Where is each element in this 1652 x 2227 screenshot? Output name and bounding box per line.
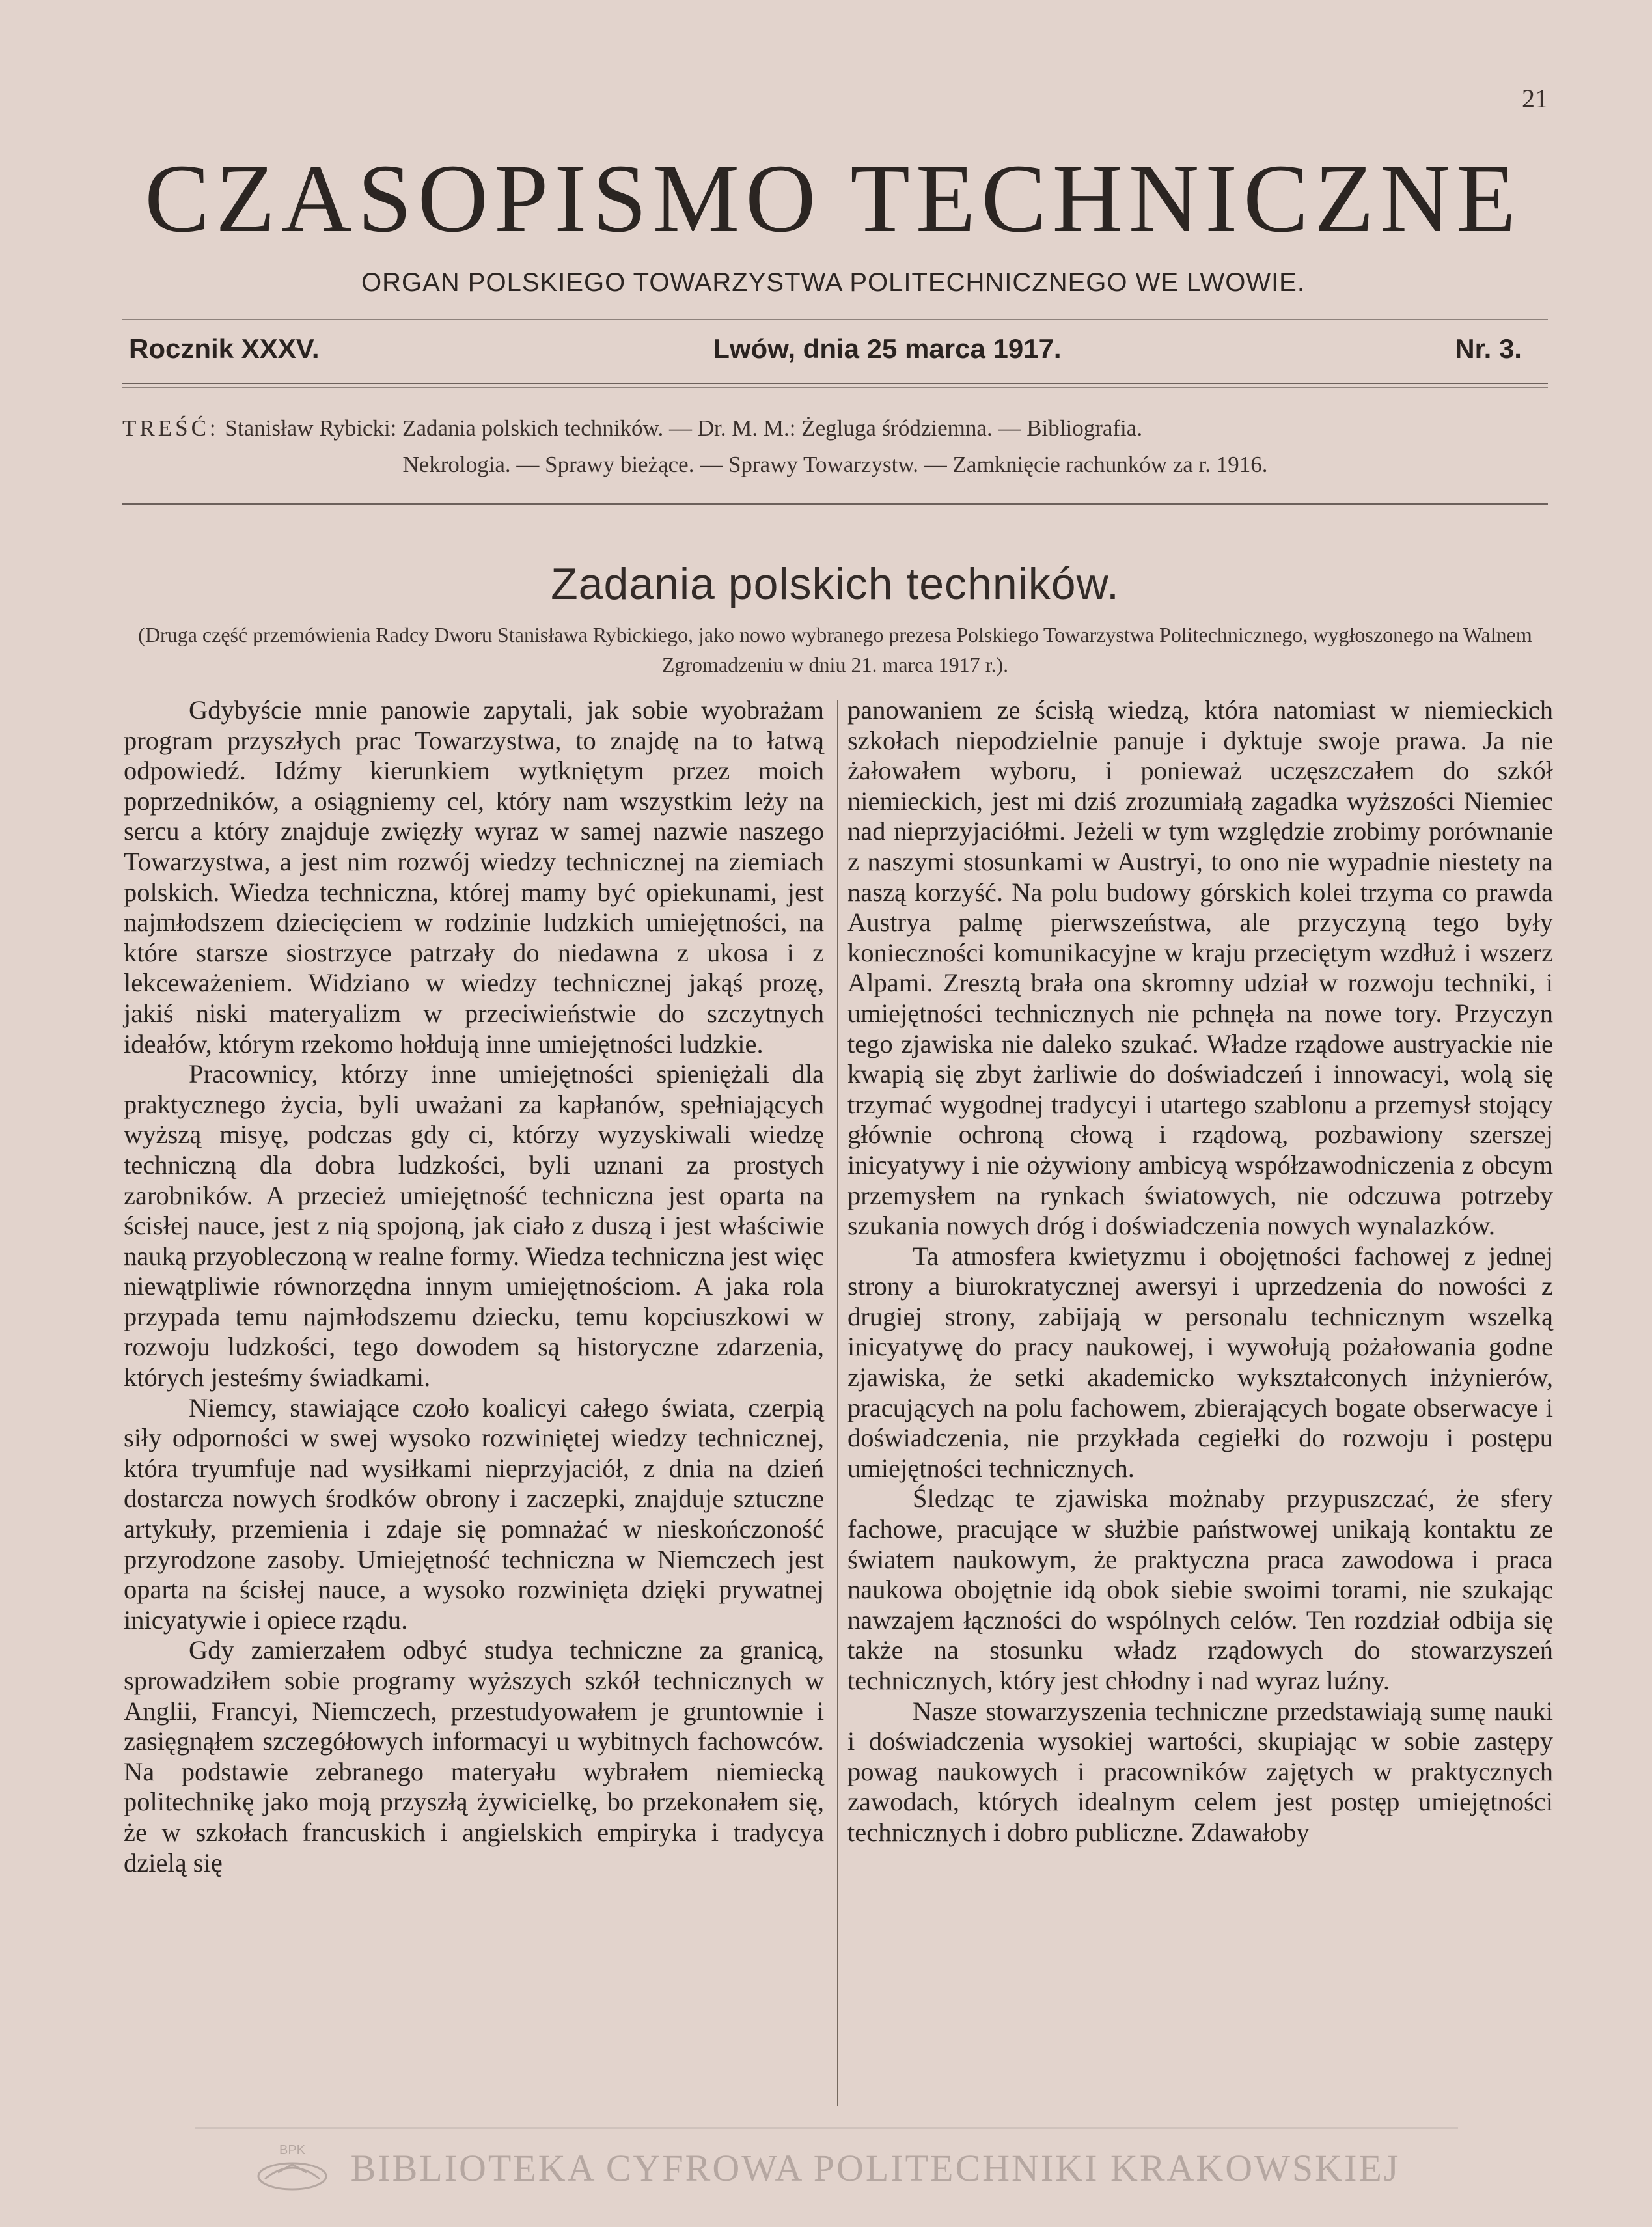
header-rule-mid-2: [122, 387, 1548, 388]
paragraph: Gdybyście mnie panowie zapytali, jak sobie wyobrażam program przyszłych prac Towarzystwa, to znajdę na to łatwą odpowiedź. Idźmy kierunkiem wytkniętym przez moich poprzedników, a osiągniemy cel, który nam wszystkim leży na sercu a który znajduje zwięzły wyraz w samej nazwie naszego Towarzystwa, a jest nim rozwój wiedzy technicznej na ziemiach polskich. Wiedza techniczna, której mamy być opiekunami, jest najmłodszem dziecięciem w rodzinie ludzkich umiejętności, na które starsze siostrzyce patrzały do niedawna z ukosa i z lekceważeniem. Widziano w wiedzy technicznej jakąś prozę, jakiś niski materyalizm w przeciwieństwie do szczytnych ideałów, którym rzekomo hołdują inne umiejętności ludzkie.: [124, 695, 824, 1058]
issue-number: Nr. 3.: [1455, 333, 1522, 364]
paragraph: Gdy zamierzałem odbyć studya techniczne za granicą, sprowadziłem sobie programy wyższych szkół technicznych w Anglii, Francyi, Niemczech, przestudyowałem je gruntownie i zasięgnąłem szczegółowych informacyi u wybitnych fachowców. Na podstawie zebranego materyału wybrałem niemiecką politechnikę jako moją przyszłą żywicielkę, bo przekonałem się, że w szkołach francuskich i angielskich empiryka i tradycya dzielą się: [124, 1635, 824, 1877]
paragraph: Niemcy, stawiające czoło koalicyi całego świata, czerpią siły odporności w swej wysoko rozwiniętej wiedzy technicznej, która tryumfuje nad wysiłkami nieprzyjaciół, z dnia na dzień dostarcza nowych środków obrony i zaczepki, znajduje sztuczne artykuły, przemienia i zdaje się pomnażać w nieskończoność przyrodzone zasoby. Umiejętność techniczna w Niemczech jest oparta na ścisłej nauce, a wysoko rozwinięta dzięki prywatnej inicyatywie i opiece rządu.: [124, 1392, 824, 1635]
header-rule-mid: [122, 383, 1548, 384]
paragraph: Ta atmosfera kwietyzmu i obojętności fachowej z jednej strony a biurokratycznej awersyi i uprzedzenia do nowości z drugiej strony, zabijają w personalu technicznym wszelką inicyatywę do pracy naukowej, i wywołują pożałowania godne zjawiska, że setki akademicko wykształconych inżynierów, pracujących na polu fachowem, zbierających bogate obserwacye i doświadczenia, nie przykłada cegiełki do rozwoju i postępu umiejętności technicznych.: [847, 1241, 1553, 1483]
paragraph: Pracownicy, którzy inne umiejętności spieniężali dla praktycznego życia, byli uważani za kapłanów, spełniających wyższą misyę, podczas gdy ci, którzy wyzyskiwali wiedzę techniczną dla dobra ludzkości, byli uznani za prostych zarobników. A przecież umiejętność techniczna jest oparta na ścisłej nauce, jest z nią spojoną, jak ciało z duszą i jest właściwie nauką przyobleczoną w realne formy. Wiedza techniczna jest więc niewątpliwie równorzędna innym umiejętnościom. A jaka rola przypada temu najmłodszemu dziecku, temu kopciuszkowi w rozwoju ludzkości, tego dowodem są historyczne zdarzenia, których jesteśmy świadkami.: [124, 1059, 824, 1392]
library-footer-text: BIBLIOTEKA CYFROWA POLITECHNIKI KRAKOWSKIEJ: [350, 2146, 1401, 2189]
contents-line-2: Nekrologia. — Sprawy bieżące. — Sprawy Towarzystw. — Zamknięcie rachunków za r. 1916.: [402, 452, 1268, 477]
paragraph: panowaniem ze ścisłą wiedzą, która natomiast w niemieckich szkołach niepodzielnie panuje i dyktuje swoje prawa. Ja nie żałowałem wyboru, i ponieważ uczęszczałem do szkół niemieckich, jest mi dziś zrozumiałą zagadka wyższości Niemiec nad nieprzyjaciółmi. Jeżeli w tym względzie zrobimy porównanie z naszymi stosunkami w Austryi, to ono nie wypadnie niestety na naszą korzyść. Na polu budowy górskich kolei trzyma co prawda Austrya palmę pierwszeństwa, ale przyczyną tego były konieczności komunikacyjne w kraju przeciętym wzdłuż i wszerz Alpami. Zresztą brała ona skromny udział w rozwoju techniki, i umiejętności technicznych nie pchnęła na nowe tory. Przyczyn tego zjawiska nie daleko szukać. Władze rządowe austryackie nie kwapią się zbyt żarliwie do doświadczeń i innowacyi, wolą się trzymać wygodnej tradycyi i utartego szablonu a przemysł stojący głównie ochroną cłową i rządową, pozbawiony szerszej inicyatywy i nie ożywiony ambicyą współzawodniczenia z obcym przemysłem na rynkach światowych, nie odczuwa potrzeby szukania nowych dróg i doświadczenia nowych wynalazków.: [847, 695, 1553, 1241]
paragraph: Nasze stowarzyszenia techniczne przedstawiają sumę nauki i doświadczenia wysokiej wartości, skupiając w sobie zastępy powag naukowych i pracowników zajętych w praktycznych zawodach, których idealnym celem jest postęp umiejętności technicznych i dobro publiczne. Zdawałoby: [847, 1696, 1553, 1847]
masthead-title: CZASOPISMO TECHNICZNE: [145, 145, 1522, 253]
header-rule-top: [122, 319, 1548, 320]
article-title: Zadania polskich techników.: [551, 559, 1120, 609]
library-footer: [195, 2127, 1458, 2207]
article-right-column: [847, 695, 1553, 1848]
issue-volume: Rocznik XXXV.: [129, 333, 320, 364]
issue-date: Lwów, dnia 25 marca 1917.: [713, 333, 1062, 364]
contents-label: TREŚĆ:: [122, 415, 219, 441]
masthead-organ: ORGAN POLSKIEGO TOWARZYSTWA POLITECHNICZNEGO WE LWOWIE.: [361, 268, 1305, 297]
bpk-logo-icon: [253, 2138, 331, 2197]
contents-rule: [122, 503, 1548, 505]
issue-line: [129, 333, 1522, 365]
contents-line-1: Stanisław Rybicki: Zadania polskich techników. — Dr. M. M.: Żegluga śródziemna. — Bibliografia.: [225, 415, 1143, 441]
table-of-contents: [122, 410, 1548, 483]
page-number: 21: [1522, 84, 1548, 113]
column-divider: [837, 700, 838, 2106]
paragraph: Śledząc te zjawiska możnaby przypuszczać, że sfery fachowe, pracujące w służbie państwowej unikają kontaktu ze światem naukowym, że praktyczna praca zawodowa i praca naukowa obojętnie idą obok siebie swoimi torami, nie szukając nawzajem łączności do wspólnych celów. Ten rozdział odbija się także na stosunku władz rządowych do stowarzyszeń technicznych, który jest chłodny i nad wyraz luźny.: [847, 1484, 1553, 1695]
article-subtitle: (Druga część przemówienia Radcy Dworu Stanisława Rybickiego, jako nowo wybranego prezesa Polskiego Towarzystwa Politechnicznego, wygłoszonego na Walnem Zgromadzeniu w dniu 21. marca 1917 r.).: [138, 623, 1532, 676]
svg-text:BPK: BPK: [279, 2143, 305, 2157]
article-left-column: [124, 695, 824, 1878]
